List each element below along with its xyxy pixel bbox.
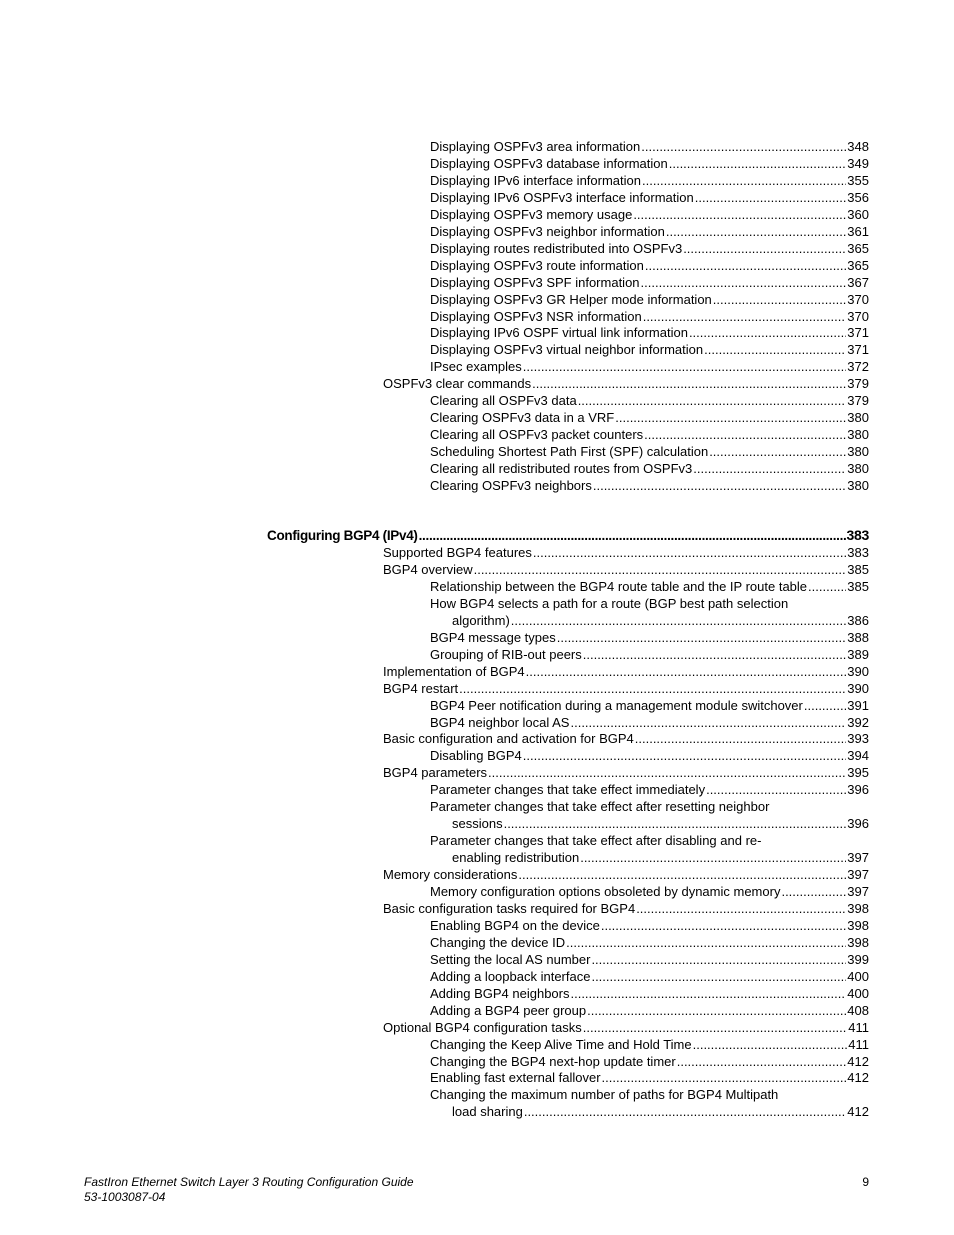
dot-leader	[695, 190, 847, 206]
toc-entry[interactable]	[430, 292, 869, 309]
toc-entry-page-number: 400	[847, 985, 869, 1001]
toc-entry[interactable]	[430, 139, 869, 156]
dot-leader	[683, 241, 846, 257]
toc-entry[interactable]	[430, 1070, 869, 1087]
dot-leader	[570, 986, 846, 1002]
dot-leader	[636, 901, 846, 917]
dot-leader	[593, 478, 846, 494]
toc-entry-page-number: 356	[847, 189, 869, 205]
toc-entry-title: load sharing	[452, 1104, 523, 1120]
dot-leader	[504, 816, 847, 832]
toc-entry[interactable]	[430, 1003, 869, 1020]
toc-entry-title: Scheduling Shortest Path First (SPF) calculation	[430, 444, 709, 460]
toc-entry-title: Changing the device ID	[430, 934, 566, 950]
toc-entry-page-number: 411	[848, 1036, 869, 1052]
toc-entry-title: Implementation of BGP4	[383, 663, 525, 679]
toc-entry[interactable]	[452, 816, 869, 833]
toc-entry-page-number: 390	[847, 663, 869, 679]
toc-entry-title: Memory considerations	[383, 867, 518, 883]
toc-entry-title: Basic configuration and activation for BGP4	[383, 731, 634, 747]
toc-entry[interactable]	[430, 275, 869, 292]
toc-entry-title: Optional BGP4 configuration tasks	[383, 1019, 582, 1035]
toc-entry-page-number: 367	[847, 274, 869, 290]
toc-entry[interactable]	[430, 173, 869, 190]
dot-leader	[523, 359, 847, 375]
dot-leader	[644, 427, 846, 443]
footer-title: FastIron Ethernet Switch Layer 3 Routing Configuration Guide	[84, 1175, 414, 1189]
dot-leader	[419, 527, 846, 545]
dot-leader	[526, 664, 847, 680]
toc-entry-title: Memory configuration options obsoleted by dynamic memory	[430, 884, 781, 899]
dot-leader	[781, 884, 846, 900]
toc-entry-title: OSPFv3 clear commands	[383, 376, 532, 392]
toc-entry-page-number: 391	[847, 697, 869, 713]
toc-entry[interactable]	[430, 647, 869, 664]
footer-doc-number: 53-1003087-04	[84, 1190, 166, 1204]
toc-entry-page-number: 398	[847, 917, 869, 933]
toc-entry-page-number: 365	[847, 240, 869, 256]
toc-entry-page-number: 380	[847, 461, 869, 477]
toc-entry-title: Clearing all redistributed routes from OSPFv3	[430, 461, 693, 477]
toc-entry-page-number: 380	[847, 478, 869, 493]
toc-entry-title: Clearing OSPFv3 neighbors	[430, 478, 592, 493]
toc-entry-page-number: 412	[847, 1070, 869, 1086]
toc-entry-title: Enabling BGP4 on the device	[430, 917, 600, 933]
toc-entry[interactable]	[383, 1020, 869, 1037]
toc-entry-page-number: 397	[847, 867, 869, 883]
toc-entry-page-number: 361	[847, 223, 869, 239]
toc-entry-title: Displaying OSPFv3 memory usage	[430, 206, 633, 222]
toc-entry-title: Displaying OSPFv3 database information	[430, 155, 668, 171]
dot-leader	[601, 918, 846, 934]
toc-entry[interactable]	[430, 884, 869, 901]
dot-leader	[645, 258, 846, 274]
toc-entry-page-number: 408	[847, 1002, 869, 1018]
toc-entry[interactable]	[383, 765, 869, 782]
toc-entry-page-number: 412	[847, 1104, 869, 1120]
dot-leader	[587, 1003, 846, 1019]
toc-entry[interactable]	[430, 478, 869, 495]
dot-leader	[804, 698, 846, 714]
toc-entry-page-number: 396	[847, 782, 869, 798]
dot-leader	[689, 325, 846, 341]
toc-entry-title: Adding BGP4 neighbors	[430, 985, 570, 1001]
toc-entry-title: Displaying IPv6 OSPFv3 interface information	[430, 189, 694, 205]
toc-entry-page-number: 395	[847, 765, 869, 781]
toc-entry[interactable]	[430, 342, 869, 359]
dot-leader	[704, 342, 846, 358]
toc-entry-title: Setting the local AS number	[430, 951, 591, 967]
dot-leader	[615, 410, 846, 426]
toc-entry[interactable]	[430, 579, 869, 596]
toc-entry-title: Displaying IPv6 interface information	[430, 172, 641, 188]
dot-leader	[643, 309, 847, 325]
toc-entry-title: Displaying IPv6 OSPF virtual link information	[430, 325, 688, 341]
dot-leader	[641, 139, 846, 155]
toc-entry[interactable]	[430, 596, 869, 613]
toc-entry-page-number: 380	[847, 410, 869, 426]
toc-entry-title: Displaying OSPFv3 SPF information	[430, 274, 640, 290]
toc-entry-title: Adding a loopback interface	[430, 968, 591, 984]
toc-entry-title: Parameter changes that take effect immediately	[430, 782, 706, 798]
toc-entry[interactable]	[383, 731, 869, 748]
dot-leader	[633, 207, 846, 223]
toc-entry-page-number: 380	[847, 444, 869, 460]
toc-entry[interactable]	[383, 545, 869, 562]
dot-leader	[693, 461, 846, 477]
toc-entry-title: algorithm)	[452, 612, 510, 628]
dot-leader	[459, 681, 846, 697]
toc-entry[interactable]	[430, 833, 869, 850]
chapter-page-number: 383	[846, 527, 869, 543]
toc-entry-title: Grouping of RIB-out peers	[430, 646, 582, 662]
toc-entry-page-number: 372	[847, 359, 869, 375]
toc-entry-page-number: 396	[847, 816, 869, 832]
toc-entry-title: How BGP4 selects a path for a route (BGP best path selection	[430, 595, 789, 611]
toc-entry-page-number: 348	[847, 139, 869, 154]
toc-entry[interactable]	[383, 376, 869, 393]
dot-leader	[488, 765, 846, 781]
dot-leader	[706, 782, 846, 798]
dot-leader	[532, 376, 846, 392]
toc-entry[interactable]	[452, 850, 869, 867]
dot-leader	[591, 952, 846, 968]
toc-entry[interactable]	[383, 562, 869, 579]
dot-leader	[580, 850, 846, 866]
toc-entry-title: sessions	[452, 816, 503, 832]
toc-entry-title: Displaying OSPFv3 GR Helper mode information	[430, 291, 712, 307]
toc-entry[interactable]	[430, 410, 869, 427]
dot-leader	[566, 935, 846, 951]
toc-entry-title: Parameter changes that take effect after resetting neighbor	[430, 799, 770, 815]
toc-entry[interactable]	[452, 1104, 869, 1121]
dot-leader	[524, 1104, 846, 1120]
toc-entry-page-number: 412	[847, 1053, 869, 1069]
toc-entry[interactable]	[383, 867, 869, 884]
toc-entry-page-number: 397	[847, 884, 869, 899]
toc-entry-title: Changing the BGP4 next-hop update timer	[430, 1053, 676, 1069]
chapter-title: Configuring BGP4 (IPv4)	[267, 528, 418, 543]
dot-leader	[474, 562, 847, 578]
toc-entry[interactable]	[430, 461, 869, 478]
toc-entry[interactable]	[383, 901, 869, 918]
toc-entry[interactable]	[430, 935, 869, 952]
dot-leader	[578, 393, 847, 409]
toc-entry-title: Clearing all OSPFv3 data	[430, 393, 577, 409]
toc-entry[interactable]	[383, 664, 869, 681]
toc-entry-page-number: 398	[847, 900, 869, 916]
toc-entry-page-number: 411	[848, 1019, 869, 1035]
dot-leader	[570, 715, 846, 731]
toc-entry-page-number: 360	[847, 206, 869, 222]
toc-entry-page-number: 370	[847, 291, 869, 307]
toc-entry-title: Basic configuration tasks required for BGP4	[383, 900, 636, 916]
toc-entry-title: Displaying OSPFv3 NSR information	[430, 308, 642, 324]
dot-leader	[709, 444, 846, 460]
toc-entry-page-number: 388	[847, 629, 869, 645]
toc-entry-title: Enabling fast external fallover	[430, 1070, 601, 1086]
toc-entry[interactable]	[430, 309, 869, 326]
toc-entry-page-number: 394	[847, 748, 869, 764]
toc-entry-page-number: 389	[847, 646, 869, 662]
toc-entry-page-number: 370	[847, 308, 869, 324]
toc-entry-title: BGP4 overview	[383, 561, 473, 577]
dot-leader	[808, 579, 846, 595]
toc-entry-page-number: 393	[847, 731, 869, 747]
toc-entry-title: Parameter changes that take effect after disabling and re-	[430, 833, 762, 849]
toc-entry-page-number: 390	[847, 680, 869, 696]
dot-leader	[602, 1070, 847, 1086]
toc-entry-page-number: 379	[847, 393, 869, 409]
toc-entry[interactable]	[430, 325, 869, 342]
toc-entry[interactable]	[430, 359, 869, 376]
footer-page-number: 9	[862, 1175, 869, 1189]
toc-entry-title: Adding a BGP4 peer group	[430, 1002, 587, 1018]
dot-leader	[693, 1037, 848, 1053]
toc-entry-title: Supported BGP4 features	[383, 545, 532, 560]
toc-entry[interactable]	[430, 258, 869, 275]
dot-leader	[591, 969, 846, 985]
toc-entry-title: Disabling BGP4	[430, 748, 522, 764]
toc-entry[interactable]	[430, 1054, 869, 1071]
toc-entry-page-number: 392	[847, 714, 869, 730]
toc-entry[interactable]	[430, 715, 869, 732]
toc-entry-page-number: 385	[847, 578, 869, 594]
toc-entry-page-number: 386	[847, 612, 869, 628]
toc-entry-page-number: 355	[847, 172, 869, 188]
toc-entry-page-number: 385	[847, 561, 869, 577]
dot-leader	[677, 1054, 847, 1070]
toc-entry-title: BGP4 Peer notification during a management module switchover	[430, 697, 803, 713]
toc-entry-title: Changing the maximum number of paths for BGP4 Multipath	[430, 1087, 779, 1103]
toc-entry-page-number: 371	[847, 325, 869, 341]
toc-entry-title: BGP4 restart	[383, 680, 459, 696]
dot-leader	[518, 867, 846, 883]
toc-entry-title: BGP4 neighbor local AS	[430, 714, 570, 730]
dot-leader	[557, 630, 847, 646]
dot-leader	[666, 224, 846, 240]
toc-entry-title: IPsec examples	[430, 359, 522, 375]
toc-entry-page-number: 379	[847, 376, 869, 392]
toc-entry-title: Relationship between the BGP4 route table and the IP route table	[430, 578, 808, 594]
toc-entry-page-number: 398	[847, 934, 869, 950]
toc-entry[interactable]	[430, 444, 869, 461]
toc-entry-title: Displaying OSPFv3 route information	[430, 257, 644, 273]
dot-leader	[642, 173, 846, 189]
toc-entry-title: Displaying OSPFv3 virtual neighbor information	[430, 342, 704, 358]
toc-entry[interactable]	[383, 681, 869, 698]
dot-leader	[641, 275, 847, 291]
toc-entry-title: enabling redistribution	[452, 850, 580, 866]
toc-entry-title: Clearing all OSPFv3 packet counters	[430, 427, 644, 443]
toc-entry[interactable]	[430, 782, 869, 799]
toc-entry[interactable]	[430, 986, 869, 1003]
toc-entry[interactable]	[430, 1037, 869, 1054]
dot-leader	[669, 156, 847, 172]
toc-entry-page-number: 400	[847, 968, 869, 984]
toc-entry-title: Displaying OSPFv3 area information	[430, 139, 641, 154]
toc-entry-title: Displaying routes redistributed into OSPFv3	[430, 240, 683, 256]
toc-entry-page-number: 371	[847, 342, 869, 358]
toc-entry[interactable]	[430, 748, 869, 765]
toc-entry-page-number: 349	[847, 155, 869, 171]
toc-entry-title: Clearing OSPFv3 data in a VRF	[430, 410, 615, 426]
toc-entry-title: BGP4 parameters	[383, 765, 488, 781]
toc-entry[interactable]	[430, 393, 869, 410]
toc-entry[interactable]	[430, 427, 869, 444]
dot-leader	[583, 1020, 848, 1036]
toc-entry[interactable]	[430, 241, 869, 258]
toc-entry[interactable]	[430, 799, 869, 816]
toc-entry-title: Displaying OSPFv3 neighbor information	[430, 223, 665, 239]
toc-entry[interactable]	[430, 698, 869, 715]
dot-leader	[523, 748, 847, 764]
toc-entry[interactable]	[430, 207, 869, 224]
toc-entry[interactable]	[430, 969, 869, 986]
toc-entry[interactable]	[430, 918, 869, 935]
toc-entry[interactable]	[430, 224, 869, 241]
toc-entry[interactable]	[430, 630, 869, 647]
dot-leader	[635, 731, 847, 747]
dot-leader	[533, 545, 846, 561]
toc-entry-page-number: 383	[847, 545, 869, 560]
toc-entry-page-number: 365	[847, 257, 869, 273]
toc-entry[interactable]	[430, 1087, 869, 1104]
dot-leader	[583, 647, 847, 663]
toc-entry[interactable]	[430, 952, 869, 969]
toc-entry-title: BGP4 message types	[430, 629, 556, 645]
toc-entry-page-number: 397	[847, 850, 869, 866]
dot-leader	[511, 613, 847, 629]
toc-entry-page-number: 380	[847, 427, 869, 443]
dot-leader	[713, 292, 847, 308]
toc-entry[interactable]	[430, 156, 869, 173]
toc-entry[interactable]	[452, 613, 869, 630]
toc-entry[interactable]	[430, 190, 869, 207]
toc-entry-title: Changing the Keep Alive Time and Hold Time	[430, 1036, 692, 1052]
toc-entry-page-number: 399	[847, 951, 869, 967]
chapter-heading[interactable]	[267, 526, 869, 545]
